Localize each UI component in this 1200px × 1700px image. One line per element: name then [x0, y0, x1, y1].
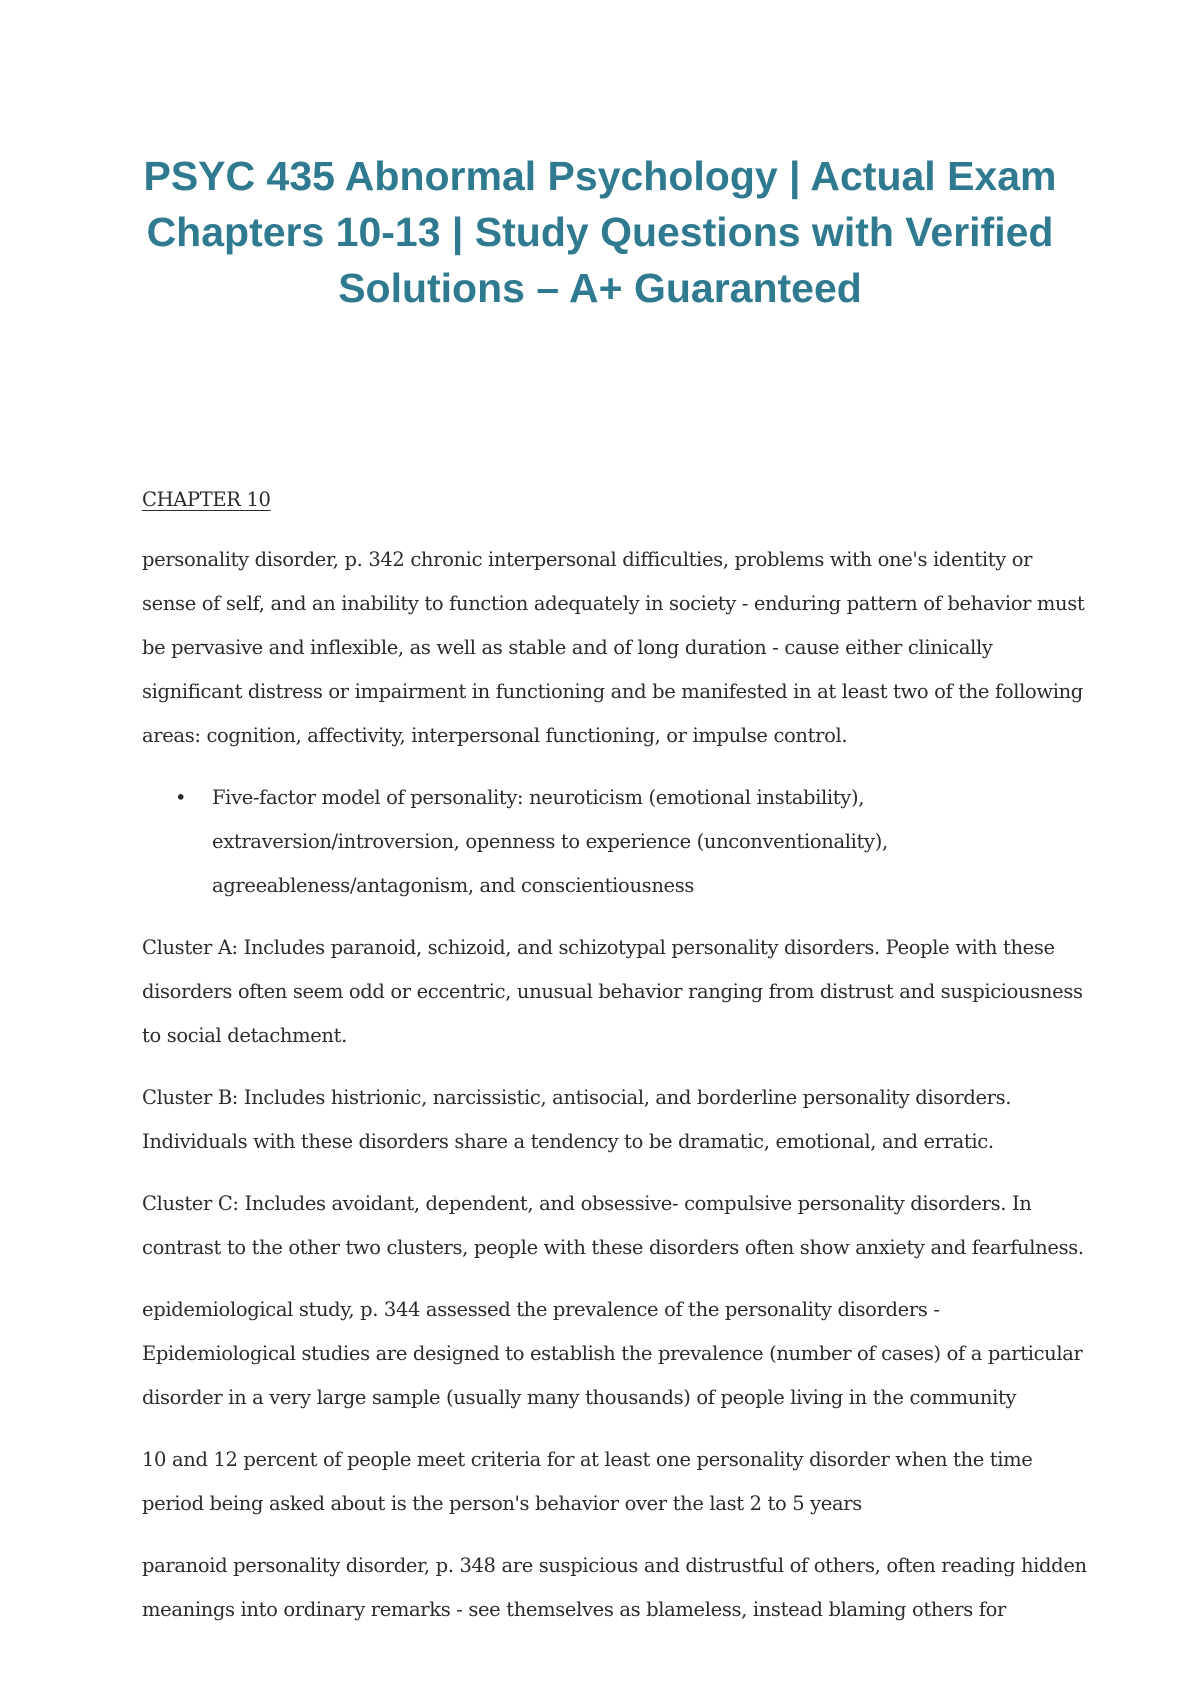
list-item [175, 776, 1087, 908]
bullet-text-five-factor: Five-factor model of personality: neuroticism (emotional instability), extraversion/introversion, openness to experience (unconventionality), agreeableness/antagonism, and conscientiousness [212, 786, 888, 897]
document-body [142, 478, 1087, 1650]
title-line-3: Solutions – A+ Guaranteed [338, 265, 862, 311]
bullet-marker: • [175, 786, 187, 809]
paragraph-cluster-b: Cluster B: Includes histrionic, narcissistic, antisocial, and borderline personality disorders. Individuals with these disorders share a tendency to be dramatic, emotional, and erratic. [142, 1086, 1012, 1153]
bullet-list [142, 776, 1087, 908]
paragraph-cluster-a: Cluster A: Includes paranoid, schizoid, and schizotypal personality disorders. People with these disorders often seem odd or eccentric, unusual behavior ranging from distrust and suspiciousness to social detachment. [142, 936, 1083, 1047]
paragraph-personality-disorder: personality disorder, p. 342 chronic interpersonal difficulties, problems with one's identity or sense of self, and an inability to function adequately in society - enduring pattern of behavior must be pervasive and inflexible, as well as stable and of long duration - cause either clinically significant distress or impairment in functioning and be manifested in at least two of the following areas: cognition, affectivity, interpersonal functioning, or impulse control. [142, 548, 1085, 747]
paragraph-paranoid: paranoid personality disorder, p. 348 are suspicious and distrustful of others, often reading hidden meanings into ordinary remarks - see themselves as blameless, instead blaming others for [142, 1554, 1087, 1621]
document-title [120, 148, 1080, 316]
title-line-2: Chapters 10-13 | Study Questions with Verified [146, 209, 1054, 255]
paragraph-prevalence: 10 and 12 percent of people meet criteria for at least one personality disorder when the time period being asked about is the person's behavior over the last 2 to 5 years [142, 1448, 1033, 1515]
title-line-1: PSYC 435 Abnormal Psychology | Actual Exam [143, 153, 1057, 199]
paragraph-epidemiological-study: epidemiological study, p. 344 assessed the prevalence of the personality disorders - Epidemiological studies are designed to establish the prevalence (number of cases) of a particular disorder in a very large sample (usually many thousands) of people living in the community [142, 1298, 1083, 1409]
chapter-heading: CHAPTER 10 [142, 488, 271, 511]
paragraph-cluster-c: Cluster C: Includes avoidant, dependent, and obsessive- compulsive personality disorders. In contrast to the other two clusters, people with these disorders often show anxiety and fearfulness. [142, 1192, 1084, 1259]
